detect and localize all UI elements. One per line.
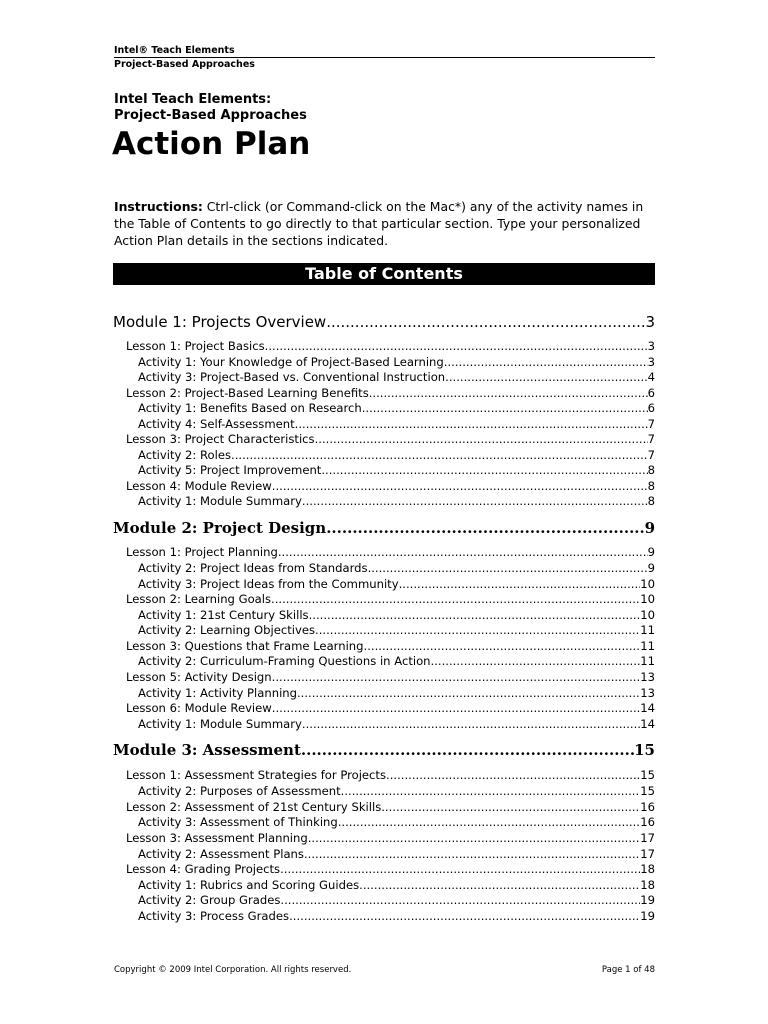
header-line-1: Intel® Teach Elements <box>114 45 235 56</box>
toc-page-number: 8 <box>647 463 655 477</box>
toc-activity-link[interactable] <box>138 623 655 638</box>
toc-page-number: 15 <box>640 784 655 798</box>
dot-leader <box>265 339 648 354</box>
toc-page-number: 11 <box>640 639 655 653</box>
toc-page-number: 8 <box>647 479 655 493</box>
toc-entry-label: Lesson 5: Activity Design <box>126 670 272 684</box>
toc-entry-label: Lesson 6: Module Review <box>126 701 272 715</box>
toc-entry-label: Lesson 1: Assessment Strategies for Projects <box>126 768 387 782</box>
toc-page-number: 3 <box>647 355 655 369</box>
toc-lesson-link[interactable] <box>126 831 655 846</box>
dot-leader <box>368 561 648 576</box>
toc-entry-label: Activity 1: Module Summary <box>138 494 302 508</box>
toc-activity-link[interactable] <box>138 355 655 370</box>
toc-lesson-link[interactable] <box>126 545 655 560</box>
toc-page-number: 18 <box>640 878 655 892</box>
toc-heading: Table of Contents <box>113 263 655 285</box>
toc-entry-label: Lesson 3: Assessment Planning <box>126 831 308 845</box>
dot-leader <box>315 623 640 638</box>
toc-page-number: 10 <box>640 577 655 591</box>
toc-page-number: 6 <box>647 386 655 400</box>
dot-leader <box>271 592 640 607</box>
toc-entry-label: Lesson 3: Project Characteristics <box>126 432 315 446</box>
toc-page-number: 18 <box>640 862 655 876</box>
toc-page-number: 16 <box>640 815 655 829</box>
toc-activity-link[interactable] <box>138 463 655 478</box>
toc-activity-link[interactable] <box>138 815 655 830</box>
toc-entry-label: Activity 2: Learning Objectives <box>138 623 316 637</box>
toc-page-number: 13 <box>640 686 655 700</box>
toc-lesson-link[interactable] <box>126 592 655 607</box>
toc-entry-label: Lesson 3: Questions that Frame Learning <box>126 639 364 653</box>
toc-page-number: 17 <box>640 831 655 845</box>
toc-page-number: 15 <box>634 741 655 759</box>
toc-activity-link[interactable] <box>138 417 655 432</box>
toc-page-number: 13 <box>640 670 655 684</box>
toc-page-number: 3 <box>645 313 655 331</box>
dot-leader <box>295 417 648 432</box>
dot-leader <box>431 654 641 669</box>
toc-page-number: 11 <box>640 623 655 637</box>
instructions-text: Ctrl-click (or Command-click on the Mac*) any of the activity names in the Table of Contents to go directly to that particular section. Type your personalized Action Plan details in the sections indicated. <box>114 199 644 248</box>
instructions-paragraph <box>114 198 659 249</box>
toc-lesson-link[interactable] <box>126 701 655 716</box>
toc-entry-label: Activity 2: Assessment Plans <box>138 847 304 861</box>
toc-entry-label: Activity 5: Project Improvement <box>138 463 322 477</box>
toc-entry-label: Module 3: Assessment <box>113 741 301 759</box>
toc-activity-link[interactable] <box>138 577 655 592</box>
toc-entry-label: Activity 3: Project Ideas from the Community <box>138 577 399 591</box>
dot-leader <box>321 463 647 478</box>
toc-activity-link[interactable] <box>138 401 655 416</box>
dot-leader <box>399 577 641 592</box>
toc-entry-label: Lesson 4: Module Review <box>126 479 272 493</box>
toc-activity-link[interactable] <box>138 909 655 924</box>
toc-entry-label: Module 2: Project Design <box>113 519 327 537</box>
toc-lesson-link[interactable] <box>126 768 655 783</box>
toc-entry-label: Activity 1: Your Knowledge of Project-Based Learning <box>138 355 444 369</box>
dot-leader <box>302 494 648 509</box>
toc-activity-link[interactable] <box>138 784 655 799</box>
toc-entry-label: Activity 1: Benefits Based on Research <box>138 401 362 415</box>
toc-module-link[interactable] <box>113 741 655 760</box>
toc-entry-label: Activity 2: Roles <box>138 448 232 462</box>
toc-entry-label: Lesson 2: Project-Based Learning Benefits <box>126 386 369 400</box>
toc-entry-label: Lesson 1: Project Planning <box>126 545 278 559</box>
dot-leader <box>326 313 645 332</box>
toc-page-number: 16 <box>640 800 655 814</box>
page-number: Page 1 of 48 <box>601 965 655 975</box>
dot-leader <box>445 370 647 385</box>
document-subtitle <box>114 92 307 124</box>
dot-leader <box>326 519 644 538</box>
toc-lesson-link[interactable] <box>126 386 655 401</box>
toc-page-number: 9 <box>644 519 655 537</box>
header-line-2: Project-Based Approaches <box>114 57 655 71</box>
toc-page-number: 10 <box>640 608 655 622</box>
dot-leader <box>386 768 640 783</box>
toc-entry-label: Activity 2: Purposes of Assessment <box>138 784 341 798</box>
toc-entry-label: Activity 3: Project-Based vs. Conventional Instruction <box>138 370 446 384</box>
toc-lesson-link[interactable] <box>126 339 655 354</box>
toc-page-number: 7 <box>647 448 655 462</box>
toc-lesson-link[interactable] <box>126 479 655 494</box>
toc-activity-link[interactable] <box>138 878 655 893</box>
dot-leader <box>444 355 648 370</box>
subtitle-line-1: Intel Teach Elements: <box>114 92 272 107</box>
dot-leader <box>359 878 640 893</box>
toc-lesson-link[interactable] <box>126 639 655 654</box>
toc-entry-label: Activity 4: Self-Assessment <box>138 417 295 431</box>
running-header <box>114 44 655 71</box>
toc-entry-label: Activity 1: Module Summary <box>138 717 302 731</box>
toc-activity-link[interactable] <box>138 494 655 509</box>
toc-activity-link[interactable] <box>138 686 655 701</box>
toc-activity-link[interactable] <box>138 448 655 463</box>
toc-entry-label: Activity 1: 21st Century Skills <box>138 608 309 622</box>
dot-leader <box>369 386 648 401</box>
toc-page-number: 10 <box>640 592 655 606</box>
toc-activity-link[interactable] <box>138 370 655 385</box>
toc-entry-label: Activity 2: Group Grades <box>138 893 281 907</box>
toc-page-number: 7 <box>647 432 655 446</box>
toc-lesson-link[interactable] <box>126 862 655 877</box>
dot-leader <box>304 847 640 862</box>
toc-page-number: 3 <box>647 339 655 353</box>
toc-activity-link[interactable] <box>138 654 655 669</box>
toc-page-number: 8 <box>647 494 655 508</box>
toc-entry-label: Activity 2: Curriculum-Framing Questions in Action <box>138 654 431 668</box>
toc-entry-label: Module 1: Projects Overview <box>113 313 327 331</box>
toc-page-number: 14 <box>640 717 655 731</box>
toc-entry-label: Activity 3: Assessment of Thinking <box>138 815 338 829</box>
toc-page-number: 15 <box>640 768 655 782</box>
toc-activity-link[interactable] <box>138 608 655 623</box>
toc-lesson-link[interactable] <box>126 670 655 685</box>
dot-leader <box>308 831 640 846</box>
dot-leader <box>338 815 640 830</box>
toc-lesson-link[interactable] <box>126 432 655 447</box>
toc-page-number: 9 <box>647 545 655 559</box>
dot-leader <box>272 479 648 494</box>
toc-entry-label: Lesson 4: Grading Projects <box>126 862 281 876</box>
toc-page-number: 19 <box>640 893 655 907</box>
dot-leader <box>289 909 640 924</box>
dot-leader <box>341 784 641 799</box>
toc-module-link[interactable] <box>113 519 655 538</box>
dot-leader <box>280 893 640 908</box>
dot-leader <box>272 670 641 685</box>
dot-leader <box>302 717 640 732</box>
toc-activity-link[interactable] <box>138 893 655 908</box>
toc-lesson-link[interactable] <box>126 800 655 815</box>
toc-page-number: 19 <box>640 909 655 923</box>
toc-entry-label: Lesson 1: Project Basics <box>126 339 265 353</box>
document-title: Action Plan <box>112 126 311 162</box>
dot-leader <box>309 608 641 623</box>
toc-entry-label: Activity 2: Project Ideas from Standards <box>138 561 368 575</box>
dot-leader <box>301 741 634 760</box>
toc-module-link[interactable] <box>113 313 655 332</box>
toc-activity-link[interactable] <box>138 561 655 576</box>
toc-activity-link[interactable] <box>138 717 655 732</box>
subtitle-line-2: Project-Based Approaches <box>114 108 307 123</box>
page-footer <box>114 965 655 975</box>
toc-page-number: 11 <box>640 654 655 668</box>
dot-leader <box>278 545 648 560</box>
dot-leader <box>280 862 640 877</box>
toc-entry-label: Lesson 2: Learning Goals <box>126 592 272 606</box>
toc-page-number: 17 <box>640 847 655 861</box>
toc-page-number: 9 <box>647 561 655 575</box>
dot-leader <box>381 800 640 815</box>
toc-page-number: 7 <box>647 417 655 431</box>
dot-leader <box>362 401 648 416</box>
instructions-label: Instructions: <box>114 199 203 214</box>
toc-entry-label: Activity 1: Rubrics and Scoring Guides <box>138 878 360 892</box>
toc-entry-label: Activity 3: Process Grades <box>138 909 290 923</box>
toc-page-number: 14 <box>640 701 655 715</box>
toc-activity-link[interactable] <box>138 847 655 862</box>
dot-leader <box>231 448 648 463</box>
dot-leader <box>315 432 648 447</box>
dot-leader <box>297 686 640 701</box>
copyright-text: Copyright © 2009 Intel Corporation. All rights reserved. <box>114 965 352 975</box>
dot-leader <box>272 701 640 716</box>
toc-entry-label: Activity 1: Activity Planning <box>138 686 297 700</box>
toc-page-number: 6 <box>647 401 655 415</box>
toc-page-number: 4 <box>647 370 655 384</box>
toc-entry-label: Lesson 2: Assessment of 21st Century Skills <box>126 800 382 814</box>
dot-leader <box>364 639 641 654</box>
